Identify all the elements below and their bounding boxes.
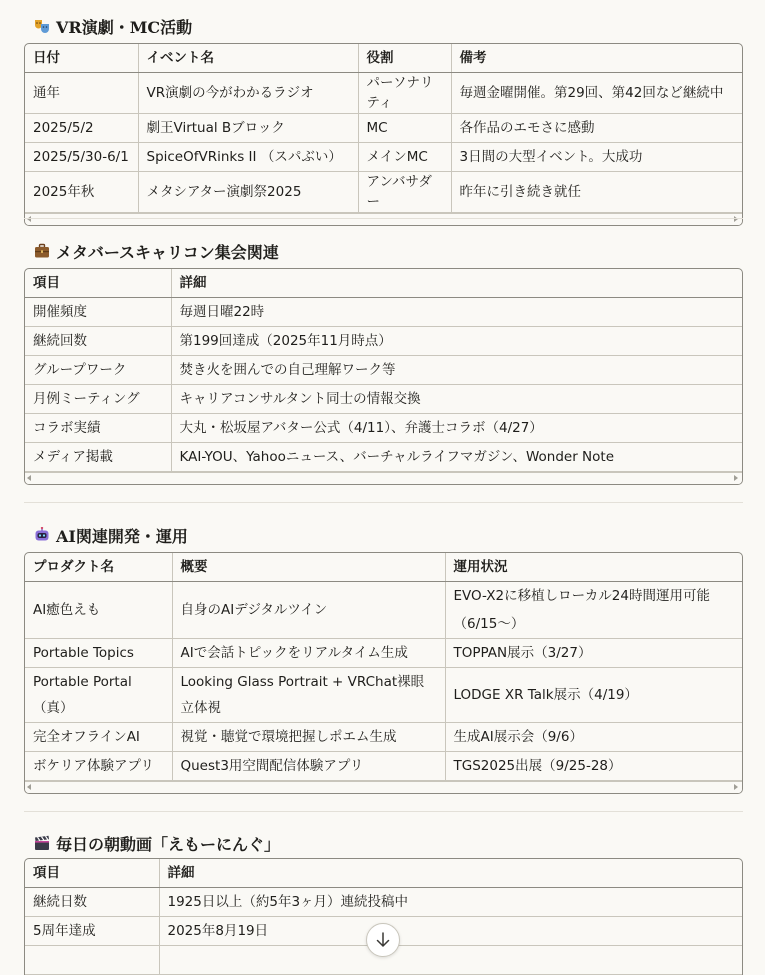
table-cell: TGS2025出展（9/25-28） bbox=[445, 752, 742, 781]
table-cell: 2025/5/2 bbox=[25, 114, 138, 143]
vr-theater-table bbox=[24, 43, 743, 226]
table-row bbox=[25, 385, 742, 414]
section-title-text: 毎日の朝動画「えもーにんぐ」 bbox=[56, 834, 281, 854]
table-cell: Quest3用空間配信体験アプリ bbox=[172, 752, 445, 781]
table-cell: コラボ実績 bbox=[25, 414, 171, 443]
table-cell: AIで会話トピックをリアルタイム生成 bbox=[172, 639, 445, 668]
table-cell: 毎週日曜22時 bbox=[171, 298, 742, 327]
table-cell: 劇王Virtual Bブロック bbox=[138, 114, 358, 143]
scroll-right-arrow-icon[interactable] bbox=[734, 784, 738, 790]
section-divider bbox=[24, 811, 743, 812]
column-header: 項目 bbox=[25, 859, 159, 888]
column-header: 備考 bbox=[451, 44, 742, 73]
column-header: 運用状況 bbox=[445, 553, 742, 582]
robot-icon bbox=[34, 527, 50, 543]
table-cell: ボケリア体験アプリ bbox=[25, 752, 172, 781]
column-header: イベント名 bbox=[138, 44, 358, 73]
table-row bbox=[25, 752, 742, 781]
table-row bbox=[25, 668, 742, 723]
table-cell: 継続日数 bbox=[25, 888, 159, 917]
table-cell: メインMC bbox=[358, 143, 451, 172]
morning-video-table bbox=[24, 858, 743, 975]
section-title-text: AI関連開発・運用 bbox=[56, 526, 188, 546]
theater-masks-icon bbox=[34, 18, 50, 34]
table-cell: 視覚・聴覚で環境把握しポエム生成 bbox=[172, 723, 445, 752]
section-vr-theater bbox=[24, 15, 743, 226]
table-cell: 昨年に引き続き就任 bbox=[451, 172, 742, 213]
table-row bbox=[25, 114, 742, 143]
table-cell: キャリアコンサルタント同士の情報交換 bbox=[171, 385, 742, 414]
table-header-row bbox=[25, 44, 742, 73]
table-header-row bbox=[25, 553, 742, 582]
table-row bbox=[25, 298, 742, 327]
table-header-row bbox=[25, 859, 742, 888]
table-header-row bbox=[25, 269, 742, 298]
section-ai-development bbox=[24, 524, 743, 794]
table-cell: VR演劇の今がわかるラジオ bbox=[138, 73, 358, 114]
table-row bbox=[25, 639, 742, 668]
table-row bbox=[25, 888, 742, 917]
table-cell: MC bbox=[358, 114, 451, 143]
table-cell: アンバサダー bbox=[358, 172, 451, 213]
section-title bbox=[34, 524, 743, 546]
table-cell: 2025/5/30-6/1 bbox=[25, 143, 138, 172]
horizontal-scrollbar[interactable] bbox=[25, 213, 742, 225]
table-row bbox=[25, 582, 742, 639]
table-cell bbox=[25, 946, 159, 975]
table-cell: 完全オフラインAI bbox=[25, 723, 172, 752]
table-cell: 2025年秋 bbox=[25, 172, 138, 213]
table-cell: Portable Portal（真） bbox=[25, 668, 172, 723]
table-cell: Portable Topics bbox=[25, 639, 172, 668]
section-title bbox=[34, 15, 743, 37]
horizontal-scrollbar[interactable] bbox=[25, 781, 742, 793]
table-cell: AI癒色えも bbox=[25, 582, 172, 639]
table-cell: EVO-X2に移植しローカル24時間運用可能（6/15〜） bbox=[445, 582, 742, 639]
table-row bbox=[25, 143, 742, 172]
table-cell: Looking Glass Portrait + VRChat裸眼立体視 bbox=[172, 668, 445, 723]
table-row bbox=[25, 443, 742, 472]
table-cell: 大丸・松坂屋アバター公式（4/11）、弁護士コラボ（4/27） bbox=[171, 414, 742, 443]
table-cell: KAI-YOU、Yahooニュース、バーチャルライフマガジン、Wonder Note bbox=[171, 443, 742, 472]
table-cell: 生成AI展示会（9/6） bbox=[445, 723, 742, 752]
table-cell bbox=[159, 946, 742, 975]
section-title bbox=[34, 832, 743, 854]
table-cell: 月例ミーティング bbox=[25, 385, 171, 414]
table-cell: メタシアター演劇祭2025 bbox=[138, 172, 358, 213]
table-row bbox=[25, 73, 742, 114]
section-career-meetup bbox=[24, 240, 743, 485]
column-header: 役割 bbox=[358, 44, 451, 73]
table-cell: 第199回達成（2025年11月時点） bbox=[171, 327, 742, 356]
column-header: 日付 bbox=[25, 44, 138, 73]
table-cell: 継続回数 bbox=[25, 327, 171, 356]
column-header: 詳細 bbox=[159, 859, 742, 888]
briefcase-icon bbox=[34, 243, 50, 259]
table-cell: TOPPAN展示（3/27） bbox=[445, 639, 742, 668]
table-row bbox=[25, 723, 742, 752]
table-row bbox=[25, 172, 742, 213]
horizontal-scrollbar[interactable] bbox=[25, 472, 742, 484]
column-header: 項目 bbox=[25, 269, 171, 298]
column-header: プロダクト名 bbox=[25, 553, 172, 582]
scroll-right-arrow-icon[interactable] bbox=[734, 216, 738, 222]
table-cell: グループワーク bbox=[25, 356, 171, 385]
table-cell: パーソナリティ bbox=[358, 73, 451, 114]
table-cell: メディア掲載 bbox=[25, 443, 171, 472]
table-cell: 自身のAIデジタルツイン bbox=[172, 582, 445, 639]
column-header: 概要 bbox=[172, 553, 445, 582]
table-row bbox=[25, 414, 742, 443]
scroll-left-arrow-icon[interactable] bbox=[27, 475, 31, 481]
section-title-text: VR演劇・MC活動 bbox=[56, 17, 193, 37]
table-cell: LODGE XR Talk展示（4/19） bbox=[445, 668, 742, 723]
table-row bbox=[25, 327, 742, 356]
section-title bbox=[34, 240, 743, 262]
section-title-text: メタバースキャリコン集会関連 bbox=[56, 242, 279, 262]
clapperboard-icon bbox=[34, 835, 50, 851]
table-cell: 毎週金曜開催。第29回、第42回など継続中 bbox=[451, 73, 742, 114]
table-cell: 3日間の大型イベント。大成功 bbox=[451, 143, 742, 172]
table-cell: 2025年8月19日 bbox=[159, 917, 742, 946]
section-divider bbox=[24, 502, 743, 503]
table-cell: SpiceOfVRinks II （スパぶい） bbox=[138, 143, 358, 172]
table-cell: 5周年達成 bbox=[25, 917, 159, 946]
table-row bbox=[25, 356, 742, 385]
table-cell: 焚き火を囲んでの自己理解ワーク等 bbox=[171, 356, 742, 385]
scroll-left-arrow-icon[interactable] bbox=[27, 784, 31, 790]
arrow-down-icon bbox=[376, 932, 390, 948]
table-cell: 開催頻度 bbox=[25, 298, 171, 327]
career-meetup-table bbox=[24, 268, 743, 485]
scroll-right-arrow-icon[interactable] bbox=[734, 475, 738, 481]
scroll-left-arrow-icon[interactable] bbox=[27, 216, 31, 222]
table-cell: 1925日以上（約5年3ヶ月）連続投稿中 bbox=[159, 888, 742, 917]
table-cell: 各作品のエモさに感動 bbox=[451, 114, 742, 143]
column-header: 詳細 bbox=[171, 269, 742, 298]
table-cell: 通年 bbox=[25, 73, 138, 114]
ai-development-table bbox=[24, 552, 743, 794]
section-divider bbox=[24, 218, 743, 219]
